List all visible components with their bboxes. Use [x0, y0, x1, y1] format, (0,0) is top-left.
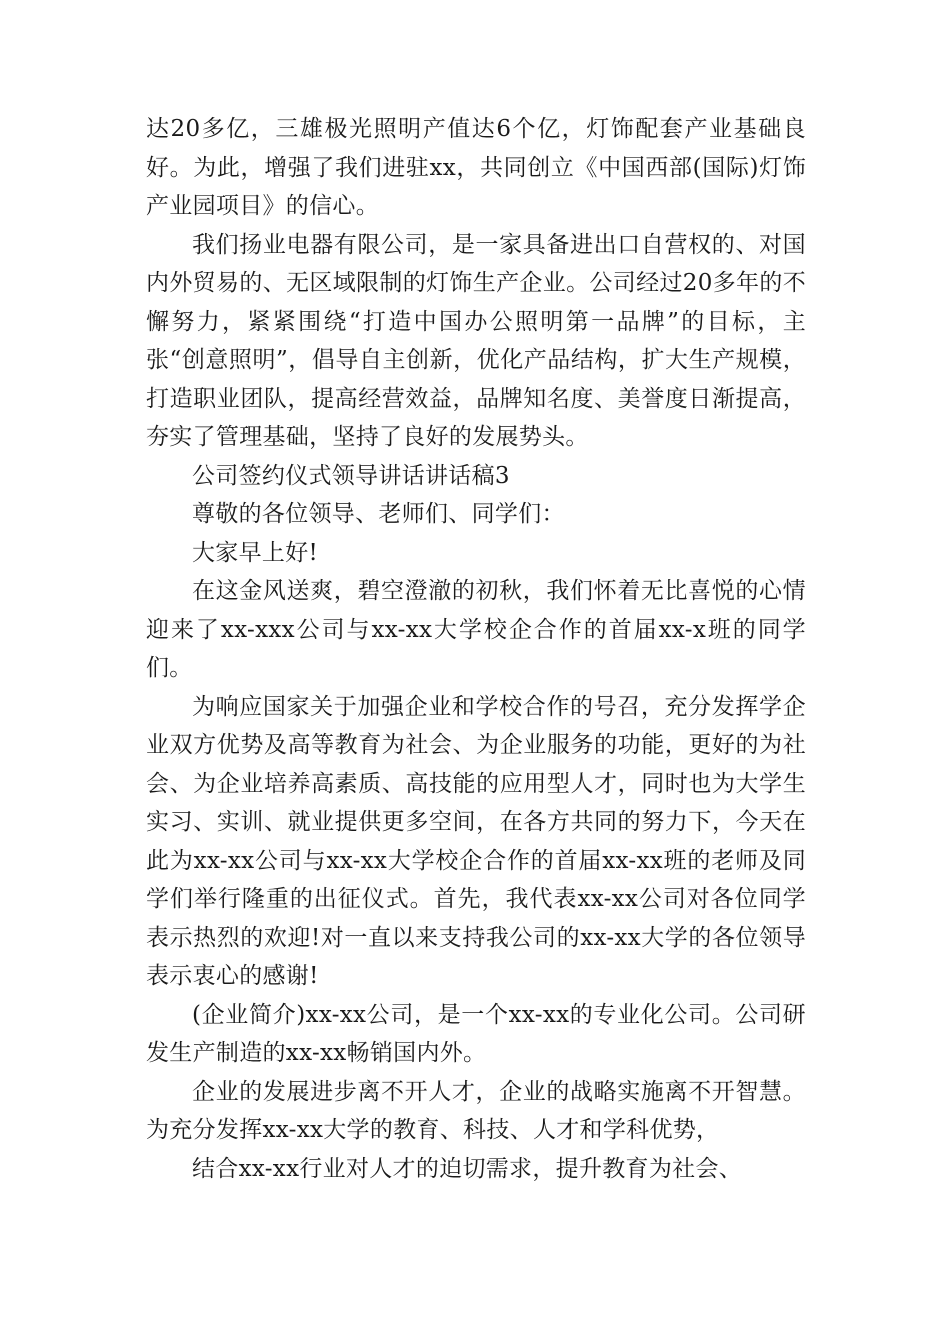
section-heading: 公司签约仪式领导讲话讲话稿3: [192, 462, 510, 489]
paragraph-6: 在这金风送爽，碧空澄澈的初秋，我们怀着无比喜悦的心情迎来了xx-xxx公司与xx-xx大学校企合作的首届xx-x班的同学们。: [146, 578, 806, 681]
paragraph-1: 达20多亿，三雄极光照明产值达6个亿，灯饰配套产业基础良好。为此，增强了我们进驻xx，共同创立《中国西部(国际)灯饰产业园项目》的信心。: [146, 116, 806, 219]
salutation: 尊敬的各位领导、老师们、同学们：: [192, 501, 565, 527]
paragraph-10: 结合xx-xx行业对人才的迫切需求，提升教育为社会、: [192, 1155, 743, 1182]
greeting: 大家早上好!: [192, 539, 319, 566]
paragraph-9: 企业的发展进步离不开人才，企业的战略实施离不开智慧。为充分发挥xx-xx大学的教育、科技、人才和学科优势，: [146, 1078, 806, 1143]
paragraph-2: 我们扬业电器有限公司，是一家具备进出口自营权的、对国内外贸易的、无区域限制的灯饰生产企业。公司经过20多年的不懈努力，紧紧围绕“打造中国办公照明第一品牌”的目标，主张“创意照明”，倡导自主创新，优化产品结构，扩大生产规模，打造职业团队，提高经营效益，品牌知名度、美誉度日渐提高，夯实了管理基础，坚持了良好的发展势头。: [146, 231, 806, 450]
paragraph-7: 为响应国家关于加强企业和学校合作的号召，充分发挥学企业双方优势及高等教育为社会、为企业服务的功能，更好的为社会、为企业培养高素质、高技能的应用型人才，同时也为大学生实习、实训、就业提供更多空间，在各方共同的努力下，今天在此为xx-xx公司与xx-xx大学校企合作的首届xx-xx班的老师及同学们举行隆重的出征仪式。首先，我代表xx-xx公司对各位同学表示热烈的欢迎!对一直以来支持我公司的xx-xx大学的各位领导表示衷心的感谢!: [146, 693, 806, 989]
document-body: [146, 110, 806, 1188]
paragraph-8: (企业简介)xx-xx公司，是一个xx-xx的专业化公司。公司研发生产制造的xx-xx畅销国内外。: [146, 1001, 806, 1066]
